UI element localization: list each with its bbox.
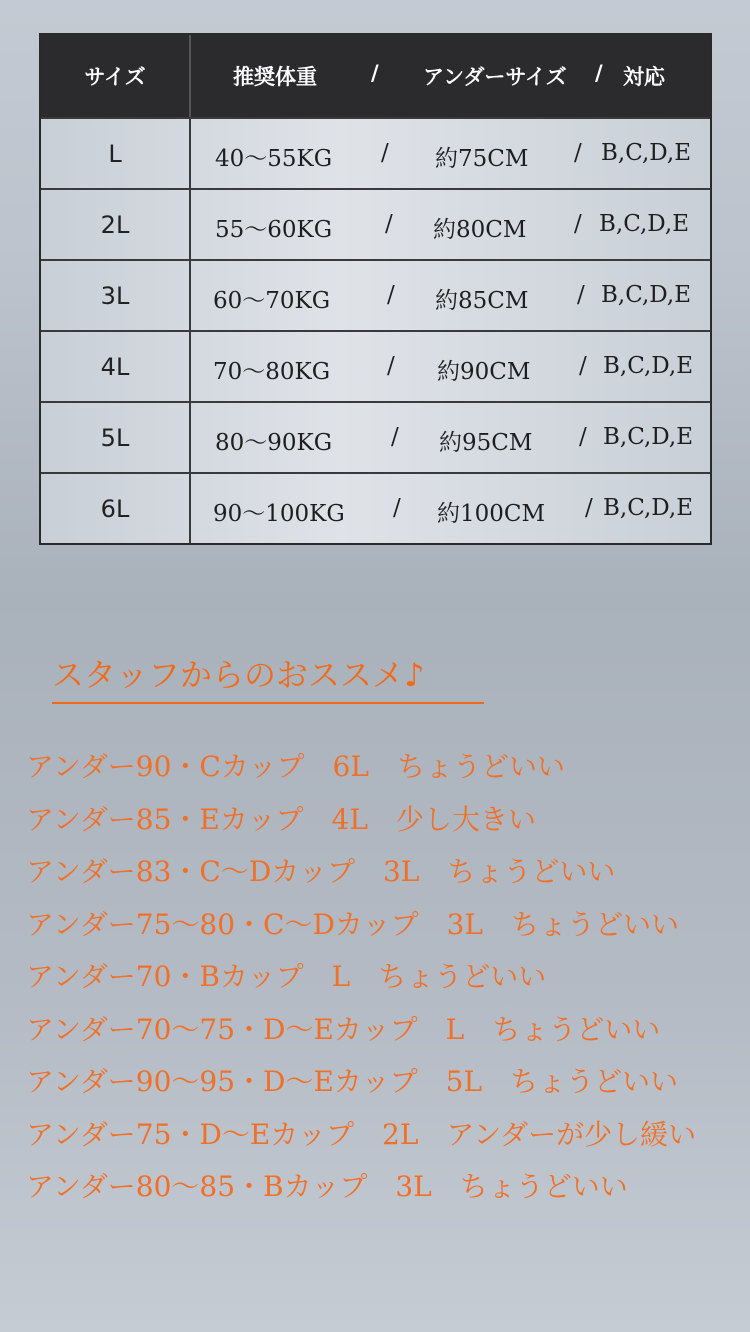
size-cell: 3L <box>41 261 191 330</box>
weight-cell: 55～60KG <box>215 217 333 243</box>
cup-cell: B,C,D,E <box>599 211 690 237</box>
under-size-cell: 約85CM <box>435 288 529 314</box>
separator: / <box>393 495 401 521</box>
size-table <box>39 33 712 545</box>
recommendation-list <box>26 745 696 1218</box>
under-size-cell: 約90CM <box>437 359 531 385</box>
under-size-cell: 約95CM <box>439 430 533 456</box>
recommendation-item: アンダー90～95・D～Eカップ 5L ちょうどいい <box>26 1065 679 1098</box>
size-cell: 6L <box>41 474 191 543</box>
under-size-cell: 約80CM <box>433 217 527 243</box>
separator: / <box>577 282 585 308</box>
recommendation-item: アンダー80～85・Bカップ 3L ちょうどいい <box>26 1170 628 1203</box>
cup-cell: B,C,D,E <box>601 282 692 308</box>
header-separator: / <box>371 61 379 85</box>
cup-cell: B,C,D,E <box>603 424 694 450</box>
recommendation-item: アンダー83・C～Dカップ 3L ちょうどいい <box>26 855 616 888</box>
header-separator: / <box>595 61 603 85</box>
header-weight: 推奨体重 <box>233 65 317 89</box>
separator: / <box>574 140 582 166</box>
recommendation-item: アンダー70～75・D～Eカップ L ちょうどいい <box>26 1012 661 1046</box>
table-header <box>41 35 710 117</box>
cup-cell: B,C,D,E <box>601 140 692 166</box>
recommendation-item: アンダー75～80・C～Dカップ 3L ちょうどいい <box>26 907 680 941</box>
weight-cell: 60～70KG <box>213 288 331 314</box>
weight-cell: 90～100KG <box>213 501 345 527</box>
table-row <box>41 330 710 401</box>
size-cell: 4L <box>41 332 191 401</box>
table-row <box>41 188 710 259</box>
recommendation-item: アンダー70・Bカップ L ちょうどいい <box>26 960 547 993</box>
under-size-cell: 約75CM <box>435 146 529 172</box>
separator: / <box>574 211 582 237</box>
table-row <box>41 259 710 330</box>
size-cell: 5L <box>41 403 191 472</box>
table-row <box>41 117 710 188</box>
table-row <box>41 401 710 472</box>
weight-cell: 80～90KG <box>215 430 333 456</box>
separator: / <box>391 424 399 450</box>
separator: / <box>381 140 389 166</box>
weight-cell: 70～80KG <box>213 359 331 385</box>
separator: / <box>579 424 587 450</box>
size-cell: L <box>41 119 191 188</box>
header-under-size: アンダーサイズ <box>423 65 567 89</box>
separator: / <box>585 495 593 521</box>
recommendation-item: アンダー90・Cカップ 6L ちょうどいい <box>26 750 565 783</box>
recommendation-title: スタッフからのおススメ♪ <box>52 650 484 704</box>
table-row <box>41 472 710 543</box>
size-cell: 2L <box>41 190 191 259</box>
header-cup: 対応 <box>623 65 665 89</box>
header-size: サイズ <box>41 35 191 117</box>
separator: / <box>387 353 395 379</box>
separator: / <box>387 282 395 308</box>
under-size-cell: 約100CM <box>437 501 546 527</box>
separator: / <box>579 353 587 379</box>
recommendation-item: アンダー85・Eカップ 4L 少し大きい <box>26 802 536 836</box>
separator: / <box>385 211 393 237</box>
recommendation-item: アンダー75・D～Eカップ 2L アンダーが少し緩い <box>26 1117 697 1151</box>
weight-cell: 40～55KG <box>215 146 333 172</box>
cup-cell: B,C,D,E <box>603 353 694 379</box>
cup-cell: B,C,D,E <box>603 495 694 521</box>
